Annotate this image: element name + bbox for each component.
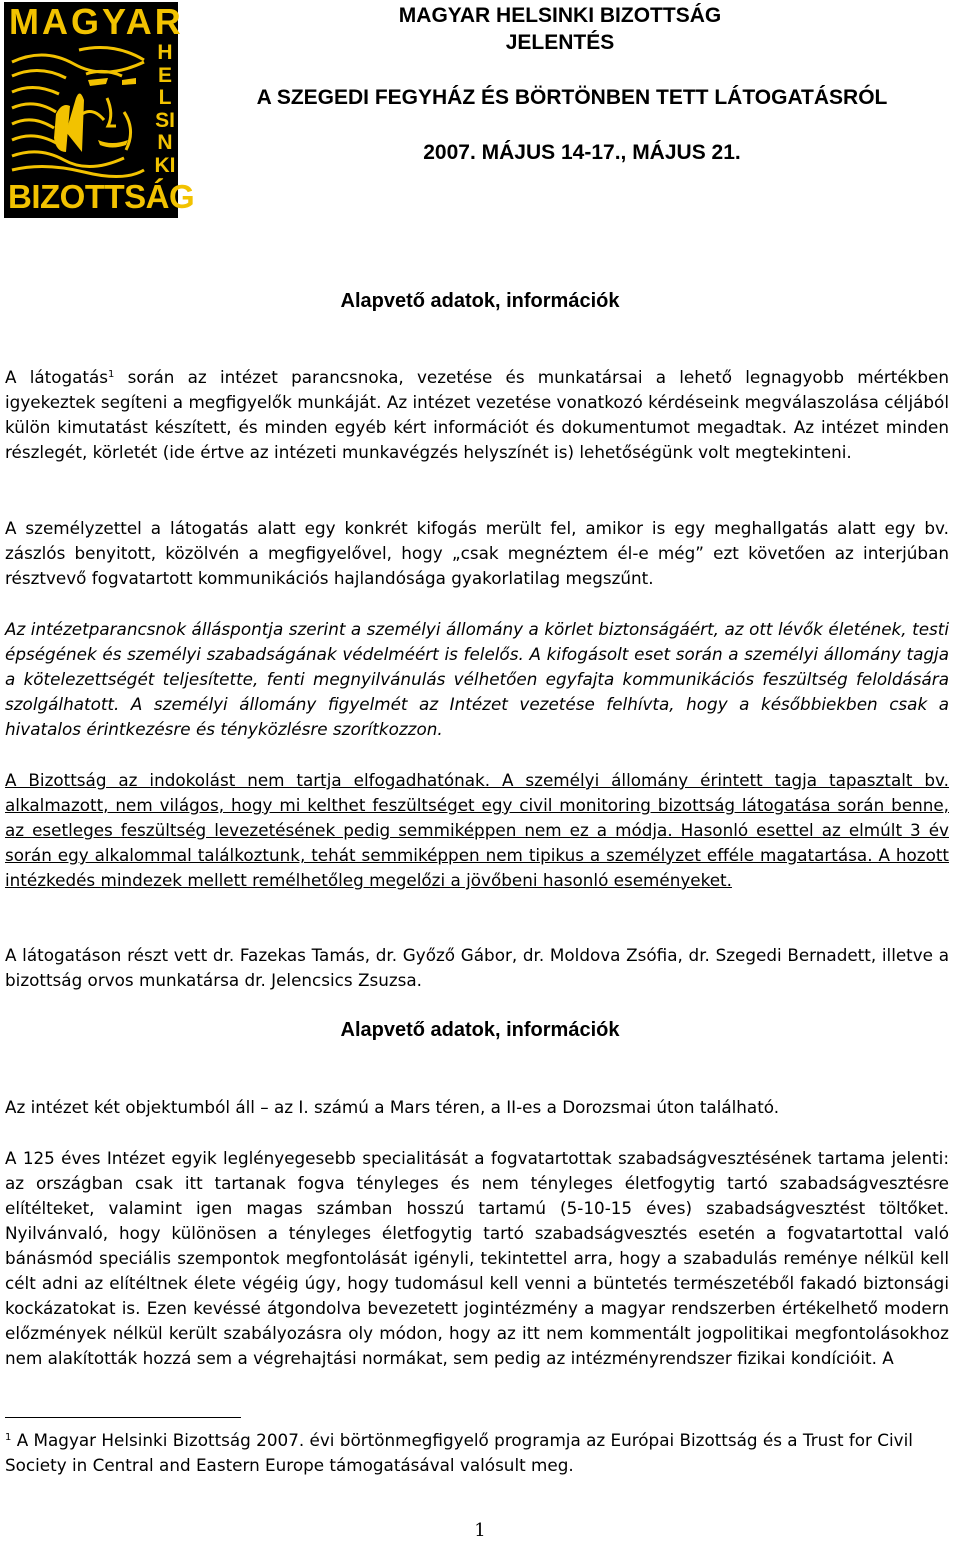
paragraph-committee-response: A Bizottság az indokolást nem tartja elfogadhatónak. A személyi állomány érintett tagja tapasztalt bv. alkalmazott, nem világos, hogy mi kelthet feszültséget egy civil monitoring bizottság látogatása során benne, az esetleges feszültség levezetésének pedig semmiképpen nem ez a módja. Hasonló esettel az elmúlt 3 év során egy alkalommal találkoztunk, tehát semmiképpen nem tipikus a személyzet efféle magatartása. A hozott intézkedés mindezek mellett remélhetőleg megelőzi a jövőbeni hasonló eseményeket. xyxy=(5,770,949,890)
report-title: A SZEGEDI FEGYHÁZ ÉS BÖRTÖNBEN TETT LÁTOGATÁSRÓL xyxy=(256,86,888,109)
footnote-text: A Magyar Helsinki Bizottság 2007. évi börtönmegfigyelő programja az Európai Bizottság és a Trust for Civil Society in Central and Eastern Europe támogatásával valósult meg. xyxy=(5,1430,913,1475)
paragraph-staff-incident: A személyzettel a látogatás alatt egy konkrét kifogás merült fel, amikor is egy meghallgatás alatt egy bv. zászlós benyitott, közölvén a megfigyelővel, hogy „csak megnéztem él-e még” ezt követően az interjúban résztvevő fogvatartott kommunikációs hajlandósága gyakorlatilag megszűnt. xyxy=(5,518,949,588)
paragraph-participants: A látogatáson részt vett dr. Fazekas Tamás, dr. Győző Gábor, dr. Moldova Zsófia, dr. Szegedi Bernadett, illetve a bizottság orvos munkatársa dr. Jelencsics Zsuzsa. xyxy=(5,945,949,990)
logo-top-word: MAGYAR xyxy=(9,1,184,42)
footnote-marker: 1 xyxy=(5,1432,12,1443)
paragraph-institution-sites: Az intézet két objektumból áll – az I. számú a Mars téren, a II-es a Dorozsmai úton található. xyxy=(5,1097,780,1117)
footnote xyxy=(5,1428,945,1478)
section-heading: Alapvető adatok, információk xyxy=(340,290,620,312)
paragraph-visit-cooperation xyxy=(5,365,949,465)
logo-vertical-word: HELSINKI xyxy=(154,41,176,177)
document-type: JELENTÉS xyxy=(505,31,615,54)
page-number: 1 xyxy=(474,1520,486,1541)
paragraph-life-sentence: A 125 éves Intézet egyik leglényegesebb specialitását a fogvatartottak szabadságvesztésének tartama jelenti: az országban csak itt tartanak fogva tényleges és nem tényleges életfogytig tartó szabadságvesztésre elítélteket, valamint igen magas számban hosszú tartamú (5-10-15 éves) szabadságvesztést töltőket. Nyilvánvaló, hogy különösen a tényleges életfogytig tartó szabadságvesztés esetén a fogvatartottal való bánásmód speciális szempontok megfontolását igényli, tekintettel arra, hogy a szabadulás reménye nélkül kell célt adni az elítéltnek élete végéig úgy, hogy tudomásul kell venni a büntetés természetéből fakadó biztonsági kockázatokat is. Ezen kevéssé átgondolva bevezetett jogintézmény a magyar rendszerben értékelhető modern előzmények nélkül került szabályozásra oly módon, hogy az itt nem kommentált jogpolitikai megfontolásokhoz nem alakították hozzá sem a végrehajtási normákat, sem pedig az intézményrendszer fizikai kondícióit. A xyxy=(5,1148,949,1368)
footnote-reference: 1 xyxy=(108,369,115,380)
report-dates: 2007. MÁJUS 14-17., MÁJUS 21. xyxy=(423,141,741,164)
helsinki-committee-logo xyxy=(4,1,195,218)
paragraph-commander-position: Az intézetparancsnok álláspontja szerint a személyi állomány a körlet biztonságáért, az ott lévők életének, testi épségének és személyi szabadságának védelméért is felelős. A kifogásolt eset során a személyi állomány tagja a kötelezettségét teljesítette, fenti megnyilvánulás vélhetően egyfajta kommunikációs feszültség feloldására szolgálhatott. A személyi állomány figyelmét az Intézet vezetése felhívta, hogy a későbbiekben csak a hivatalos érintkezésre és tényközlésre szorítkozzon. xyxy=(5,619,949,739)
paragraph-text: során az intézet parancsnoka, vezetése és munkatársai a lehető legnagyobb mértékben igyekeztek segíteni a megfigyelők munkáját. Az intézet vezetése vonatkozó kérdéseink megválaszolása céljából külön kimutatást készített, és minden egyéb kért információt és dokumentumot megadtak. Az intézet minden részlegét, körletét (ide értve az intézeti munkavégzés helyszínét is) lehetőségünk volt megtekinteni. xyxy=(5,367,949,462)
organization-title: MAGYAR HELSINKI BIZOTTSÁG xyxy=(398,4,722,27)
paragraph-text: A látogatás xyxy=(5,367,109,387)
section-heading: Alapvető adatok, információk xyxy=(340,1019,620,1041)
footnote-separator xyxy=(5,1417,241,1418)
logo-bottom-word: BIZOTTSÁG xyxy=(8,178,195,215)
